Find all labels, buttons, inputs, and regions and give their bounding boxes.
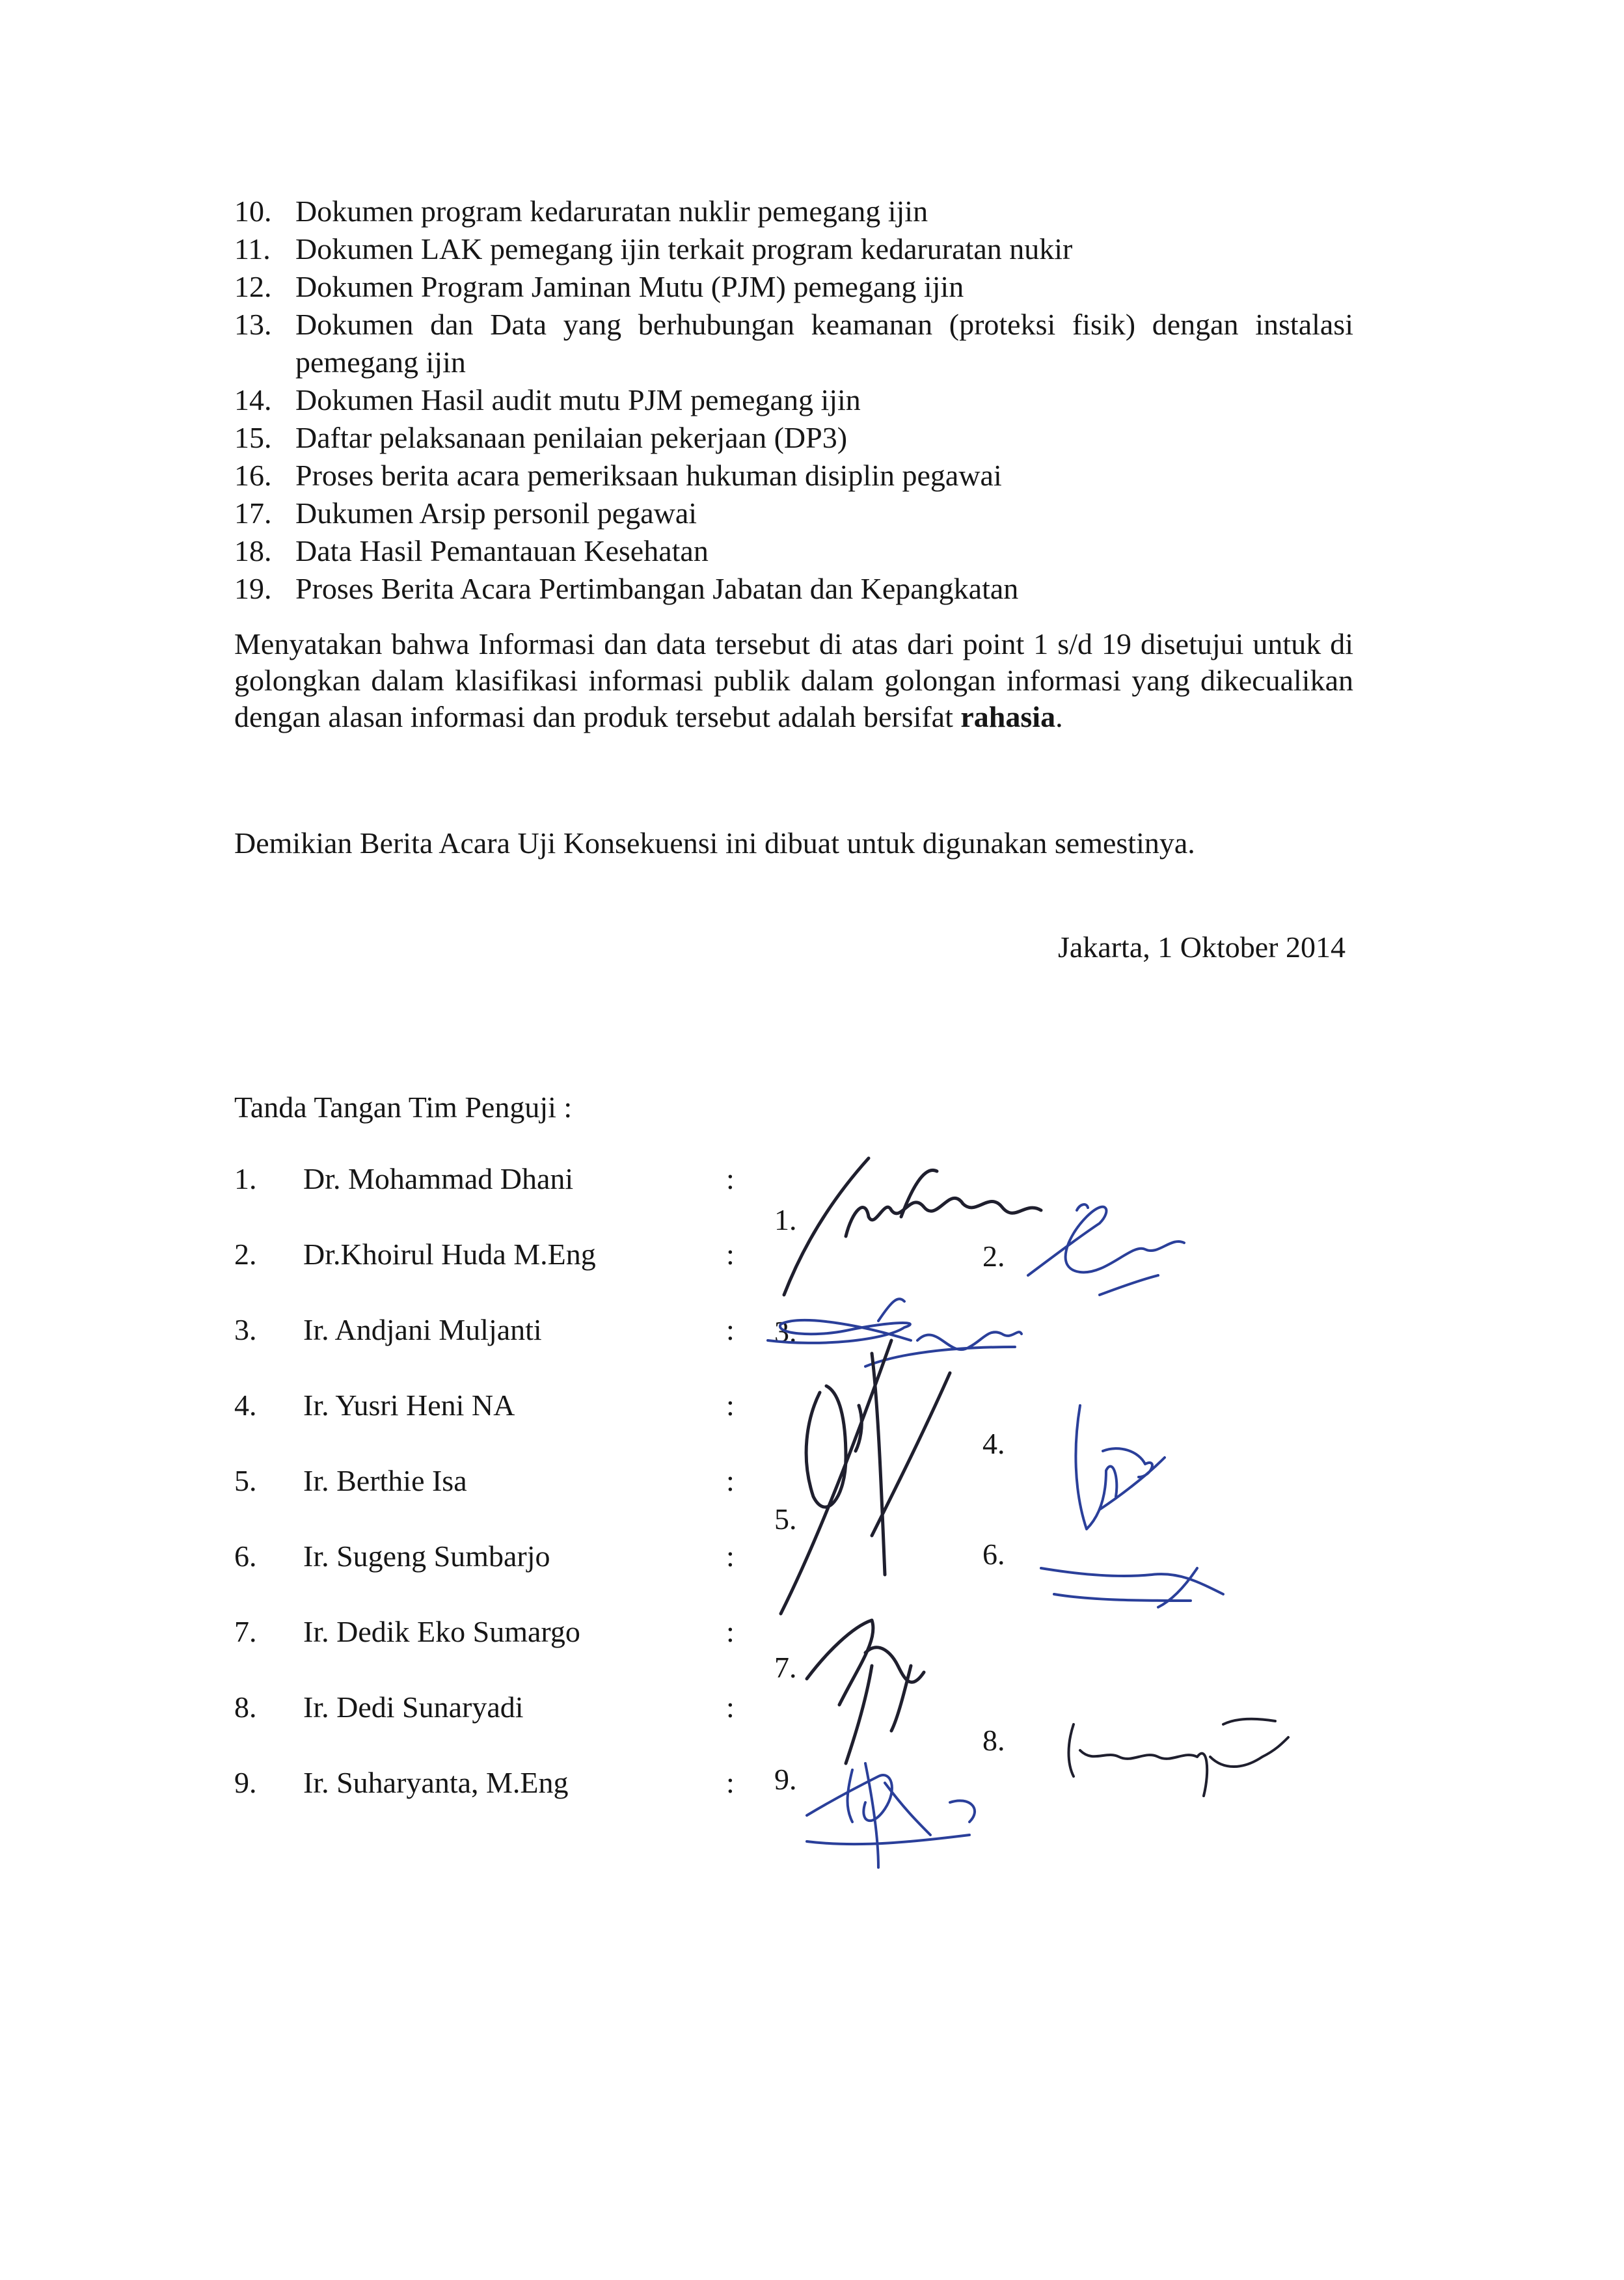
signature-number: 6. (982, 1538, 1005, 1571)
list-item: 19. Proses Berita Acara Pertimbangan Jabatan dan Kepangkatan (234, 572, 1019, 605)
statement-text: Menyatakan bahwa Informasi dan data tersebut di atas dari point 1 s/d 19 disetujui untuk di golongkan dalam klasifikasi informasi publik dalam golongan informasi yang dikecualikan dengan alasan informasi dan produk tersebut adalah bersifat (234, 627, 1353, 733)
signature-number: 8. (982, 1724, 1005, 1757)
signature-number: 4. (982, 1427, 1005, 1460)
team-row: 6. Ir. Sugeng Sumbarjo : (234, 1540, 735, 1573)
list-item: 13. Dokumen dan Data yang berhubungan keamanan (proteksi fisik) dengan instalasi pemegang ijin (234, 308, 1353, 379)
signature-number: 3. (774, 1315, 797, 1348)
signature-number: 5. (774, 1502, 797, 1536)
list-item: 17. Dukumen Arsip personil pegawai (234, 496, 697, 530)
signature-8 (1069, 1719, 1289, 1796)
list-item: 12. Dokumen Program Jaminan Mutu (PJM) pemegang ijin (234, 270, 964, 303)
statement-end: . (1055, 700, 1063, 733)
list-item: 14. Dokumen Hasil audit mutu PJM pemegang ijin (234, 383, 861, 416)
team-row: 9. Ir. Suharyanta, M.Eng : (234, 1766, 735, 1799)
team-row: 5. Ir. Berthie Isa : (234, 1464, 735, 1497)
list-item: 16. Proses berita acara pemeriksaan hukuman disiplin pegawai (234, 459, 1002, 492)
place-date: Jakarta, 1 Oktober 2014 (1058, 930, 1346, 964)
team-row: 4. Ir. Yusri Heni NA : (234, 1389, 735, 1422)
team-row: 7. Ir. Dedik Eko Sumargo : (234, 1615, 735, 1648)
signature-number: 7. (774, 1651, 797, 1684)
team-row: 8. Ir. Dedi Sunaryadi : (234, 1690, 735, 1724)
signature-7 (807, 1620, 924, 1763)
team-row: 1. Dr. Mohammad Dhani : (234, 1162, 735, 1195)
list-item: 10. Dokumen program kedaruratan nuklir pemegang ijin (234, 195, 928, 228)
list-item: 18. Data Hasil Pemantauan Kesehatan (234, 534, 709, 567)
list-item: 15. Daftar pelaksanaan penilaian pekerjaan (DP3) (234, 421, 848, 454)
signature-heading: Tanda Tangan Tim Penguji : (234, 1091, 573, 1124)
signature-4 (1076, 1405, 1165, 1529)
team-row: 2. Dr.Khoirul Huda M.Eng : (234, 1238, 735, 1271)
closing-paragraph: Demikian Berita Acara Uji Konsekuensi ini dibuat untuk digunakan semestinya. (234, 826, 1195, 860)
signature-number: 2. (982, 1240, 1005, 1273)
team-row: 3. Ir. Andjani Muljanti : (234, 1313, 735, 1346)
signature-6 (1041, 1568, 1223, 1607)
signature-number: 9. (774, 1763, 797, 1796)
signature-3 (768, 1299, 1022, 1366)
signature-1 (784, 1158, 1041, 1295)
list-item: 11. Dokumen LAK pemegang ijin terkait program kedaruratan nukir (234, 232, 1073, 265)
signature-9 (807, 1763, 975, 1867)
signature-number: 1. (774, 1203, 797, 1236)
signature-2 (1028, 1204, 1184, 1295)
statement-emphasis: rahasia (960, 700, 1056, 733)
signature-5 (781, 1340, 950, 1614)
